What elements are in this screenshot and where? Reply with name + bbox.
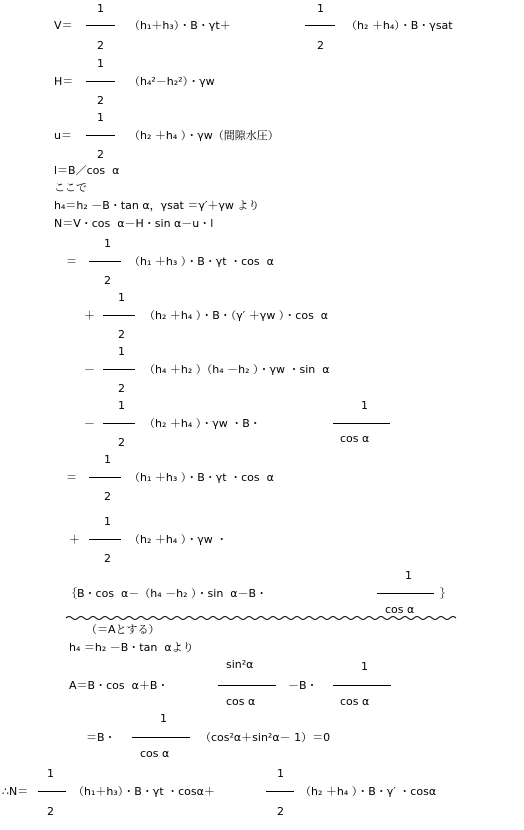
fraction-bar bbox=[132, 737, 190, 738]
frac-num: sin²α bbox=[226, 658, 254, 671]
wavy-underline bbox=[66, 615, 458, 621]
eq-sign: ＝ bbox=[66, 255, 77, 268]
a-note: （＝Aとする） bbox=[86, 623, 160, 636]
frac-den: cos α bbox=[385, 603, 415, 616]
h-term-1: （h₄²－h₂²）・γw bbox=[129, 75, 215, 88]
n-definition: N＝V・cos α－H・sin α－u・l bbox=[54, 217, 214, 230]
fraction-bar bbox=[89, 261, 121, 262]
fraction-bar bbox=[86, 25, 115, 26]
n-term-5: （h₁ ＋h₃ ）・B・γt ・cos α bbox=[129, 471, 274, 484]
final-term-2: （h₂ ＋h₄ ）・B・γ′ ・cosα bbox=[300, 785, 437, 798]
a-mid: －B・ bbox=[288, 679, 318, 692]
fraction-bar bbox=[38, 791, 66, 792]
frac-den: 2 bbox=[104, 490, 111, 503]
frac-num: 1 bbox=[317, 2, 324, 15]
frac-num: 1 bbox=[104, 515, 111, 528]
frac-den: cos α bbox=[340, 695, 370, 708]
minus-sign: － bbox=[84, 417, 95, 430]
h4-definition: h₄＝h₂ －B・tan α，γsat ＝γ′＋γw より bbox=[54, 199, 260, 212]
n-term-4: （h₂ ＋h₄ ）・γw ・B・ bbox=[144, 417, 261, 430]
frac-num: 1 bbox=[97, 111, 104, 124]
frac-den: 2 bbox=[118, 382, 125, 395]
frac-num: 1 bbox=[97, 57, 104, 70]
fraction-bar bbox=[305, 25, 335, 26]
n-term-1: （h₁ ＋h₃ ）・B・γt ・cos α bbox=[129, 255, 274, 268]
fraction-bar bbox=[377, 593, 434, 594]
l-definition: l＝B／cos α bbox=[54, 164, 120, 177]
brace-close: ｝ bbox=[440, 587, 451, 600]
plus-sign: ＋ bbox=[84, 309, 95, 322]
frac-den: 2 bbox=[97, 148, 104, 161]
frac-den: 2 bbox=[97, 39, 104, 52]
frac-den: 2 bbox=[317, 39, 324, 52]
frac-num: 1 bbox=[118, 399, 125, 412]
v-lhs: V＝ bbox=[54, 19, 73, 32]
fraction-bar bbox=[89, 477, 121, 478]
n-term-6: （h₂ ＋h₄ ）・γw ・ bbox=[129, 533, 228, 546]
frac-den: 2 bbox=[277, 805, 284, 818]
fraction-bar bbox=[103, 315, 135, 316]
fraction-bar bbox=[103, 423, 135, 424]
frac-num: 1 bbox=[104, 453, 111, 466]
h4-again: h₄ ＝h₂ －B・tan αより bbox=[69, 641, 194, 654]
fraction-bar bbox=[218, 685, 276, 686]
frac-num: 1 bbox=[405, 569, 412, 582]
frac-den: 2 bbox=[97, 94, 104, 107]
a-lhs: A＝B・cos α＋B・ bbox=[69, 679, 169, 692]
u-lhs: u＝ bbox=[54, 129, 72, 142]
n-term-3: （h₄ ＋h₂ ）（h₄ －h₂ ）・γw ・sin α bbox=[144, 363, 330, 376]
fraction-bar bbox=[86, 81, 115, 82]
frac-num: 1 bbox=[97, 2, 104, 15]
frac-den: cos α bbox=[340, 432, 370, 445]
frac-den: 2 bbox=[47, 805, 54, 818]
n-term-2: （h₂ ＋h₄ ）・B・（γ′ ＋γw ）・cos α bbox=[144, 309, 329, 322]
frac-den: 2 bbox=[104, 274, 111, 287]
frac-num: 1 bbox=[160, 712, 167, 725]
v-term-2: （h₂ ＋h₄）・B・γsat bbox=[346, 19, 453, 32]
brace-expression: ｛B・cos α－（h₄ －h₂ ）・sin α－B・ bbox=[66, 587, 268, 600]
frac-den: 2 bbox=[104, 552, 111, 565]
minus-sign: － bbox=[84, 363, 95, 376]
frac-num: 1 bbox=[361, 660, 368, 673]
eq-sign: ＝ bbox=[66, 471, 77, 484]
frac-den: 2 bbox=[118, 328, 125, 341]
frac-den: cos α bbox=[226, 695, 256, 708]
a2-lhs: ＝B・ bbox=[86, 731, 116, 744]
frac-num: 1 bbox=[104, 237, 111, 250]
frac-num: 1 bbox=[118, 345, 125, 358]
h-lhs: H＝ bbox=[54, 75, 74, 88]
kokode-text: ここで bbox=[54, 181, 87, 194]
fraction-bar bbox=[266, 791, 294, 792]
v-term-1: （h₁＋h₃）・B・γt＋ bbox=[129, 19, 231, 32]
fraction-bar bbox=[86, 135, 115, 136]
frac-num: 1 bbox=[118, 291, 125, 304]
frac-num: 1 bbox=[47, 767, 54, 780]
a2-term: （cos²α＋sin²α－ 1）＝0 bbox=[200, 731, 331, 744]
fraction-bar bbox=[333, 423, 390, 424]
u-term-1: （h₂ ＋h₄ ）・γw（間隙水圧） bbox=[129, 129, 279, 142]
frac-den: 2 bbox=[118, 436, 125, 449]
frac-den: cos α bbox=[140, 747, 170, 760]
fraction-bar bbox=[103, 369, 135, 370]
fraction-bar bbox=[89, 539, 121, 540]
frac-num: 1 bbox=[277, 767, 284, 780]
final-lhs: ∴N＝ bbox=[2, 785, 29, 798]
plus-sign: ＋ bbox=[69, 533, 80, 546]
fraction-bar bbox=[333, 685, 391, 686]
frac-num: 1 bbox=[361, 399, 368, 412]
final-term-1: （h₁＋h₃）・B・γt ・cosα＋ bbox=[73, 785, 215, 798]
